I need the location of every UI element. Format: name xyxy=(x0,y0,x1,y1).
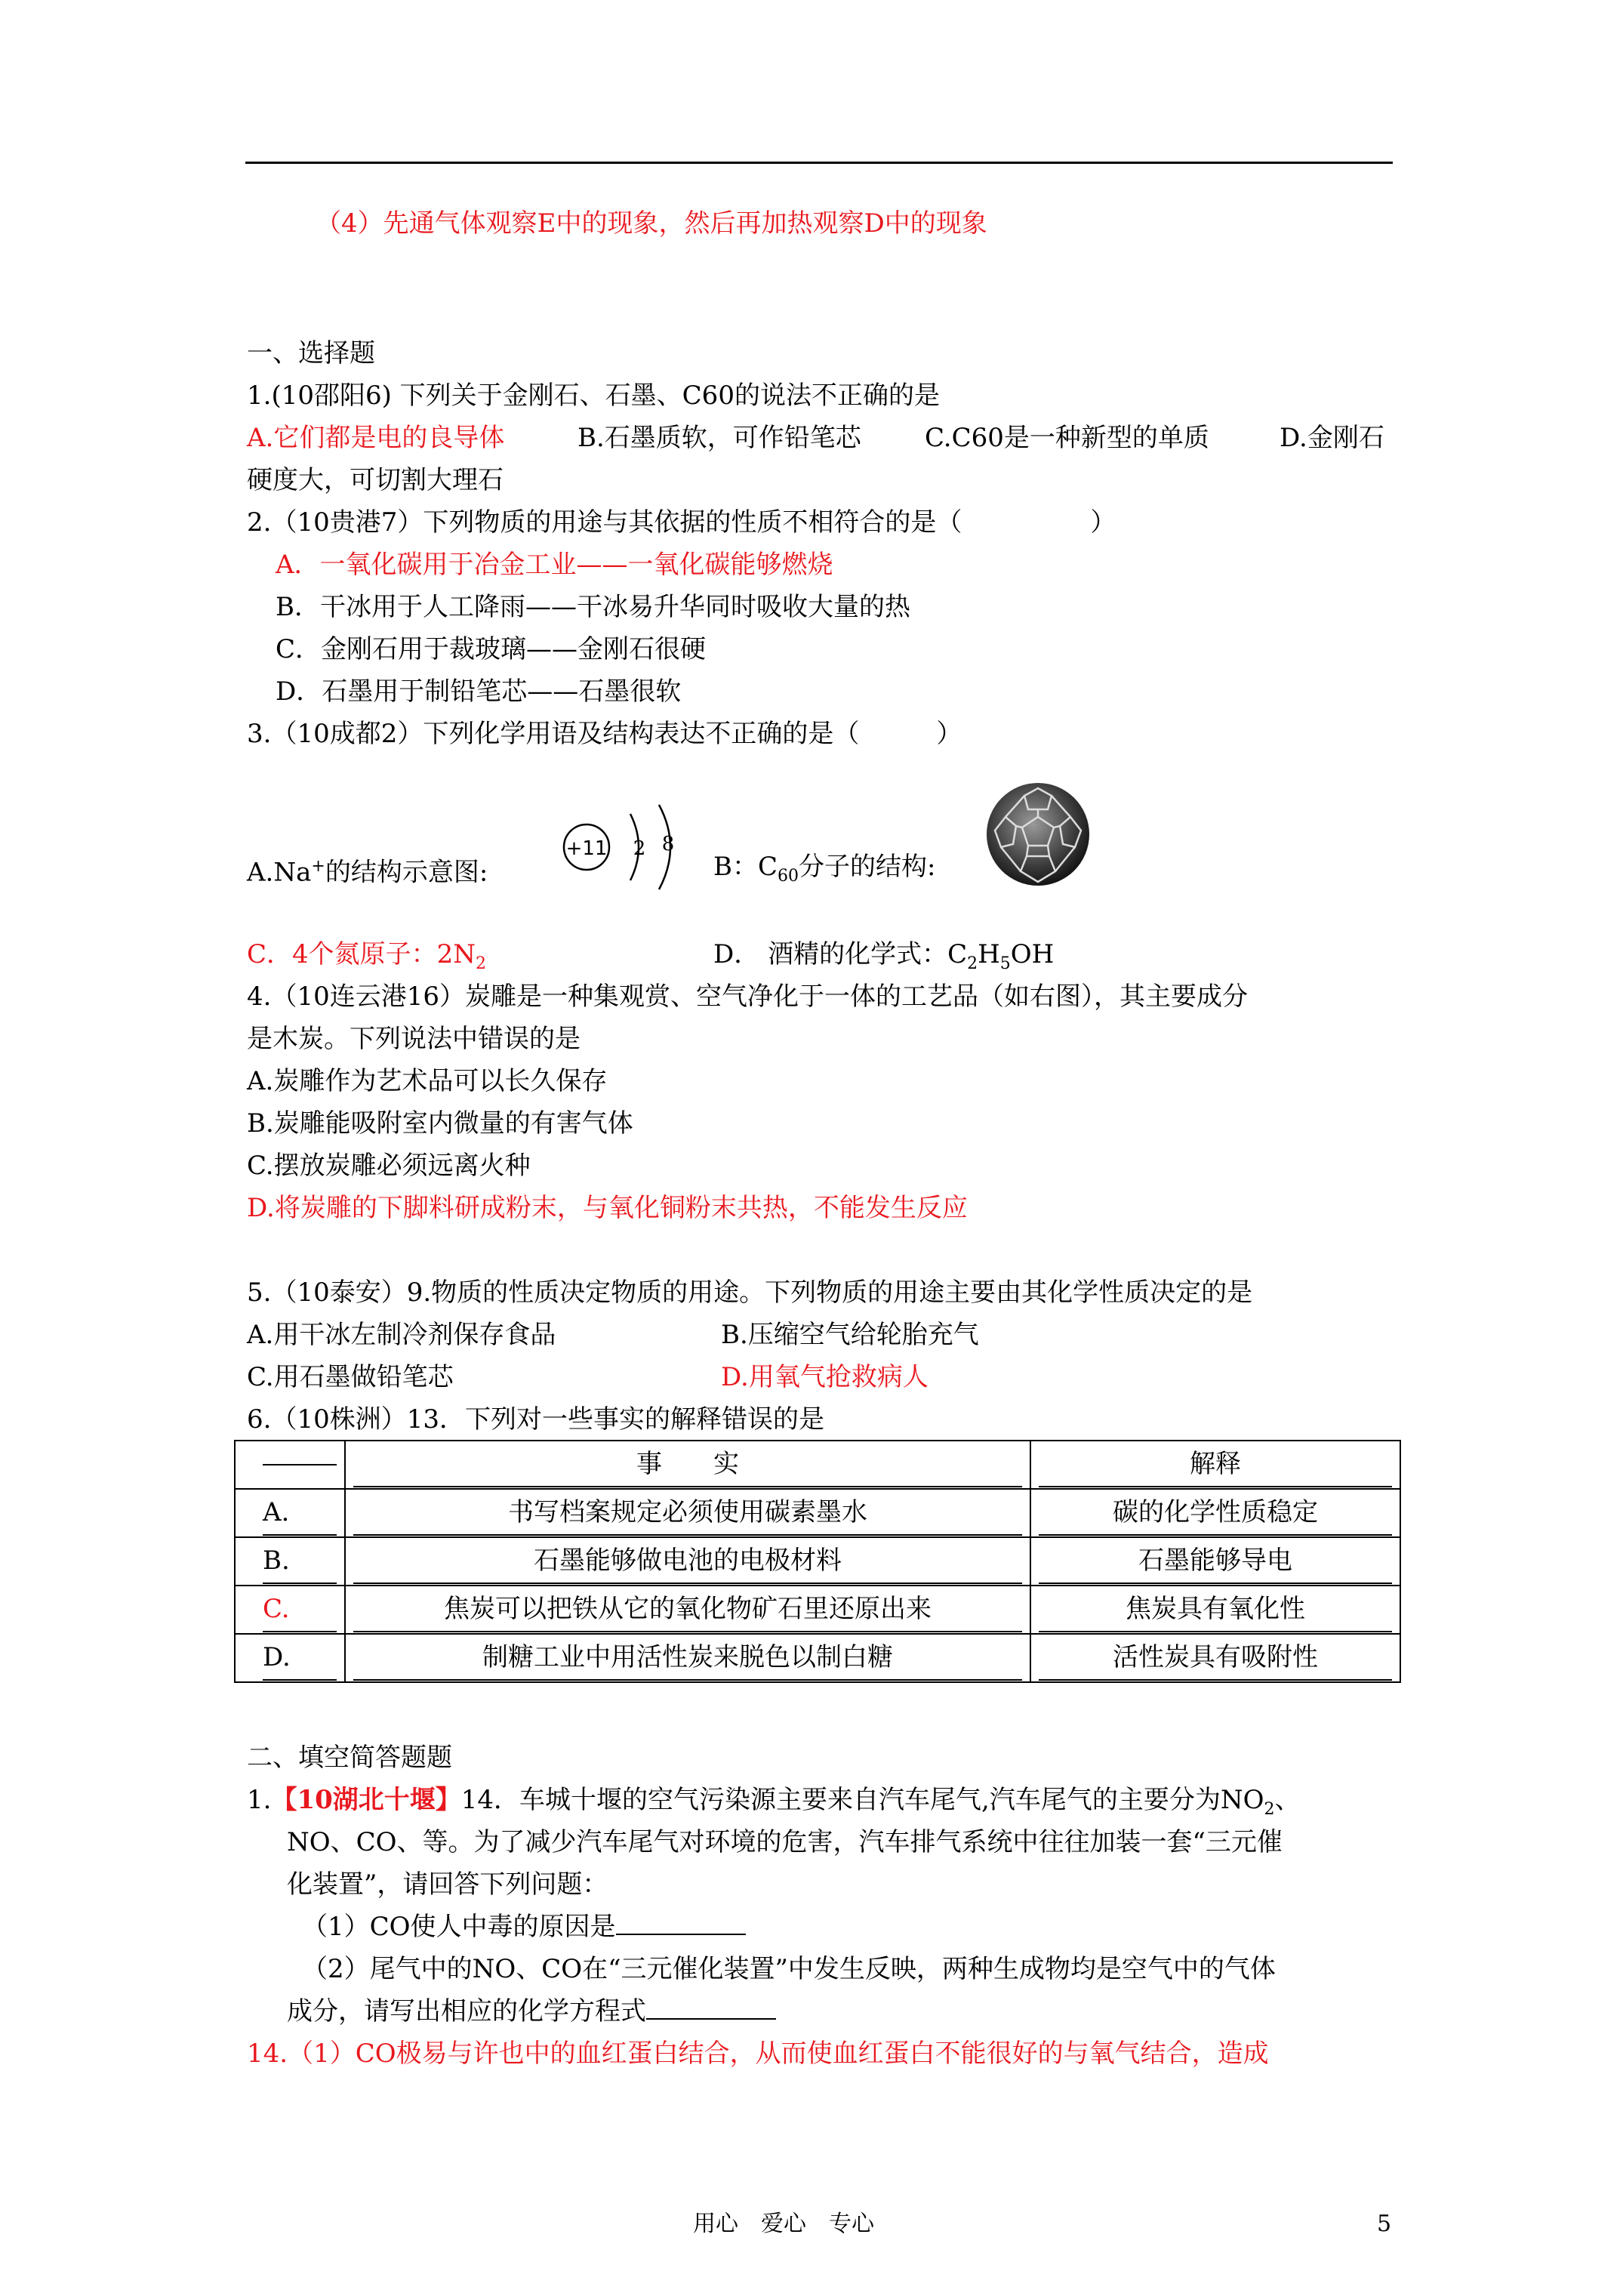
fill1-line1-text: 14．车城十堰的空气污染源主要来自汽车尾气,汽车尾气的主要分为NO xyxy=(460,1785,1264,1815)
q2-option-b: B．干冰用于人工降雨——干冰易升华同时吸收大量的热 xyxy=(276,592,910,622)
q3-option-a-charge: + xyxy=(311,857,325,876)
q3-option-b xyxy=(713,846,935,898)
q5-option-c: C.用石墨做铅笔芯 xyxy=(247,1362,454,1392)
q3-option-d-end: OH xyxy=(1010,939,1055,969)
table-header-cell xyxy=(235,1441,345,1489)
q2-option-d: D．石墨用于制铅笔芯——石墨很软 xyxy=(276,676,682,707)
table-cell-fact: 石墨能够做电池的电极材料 xyxy=(345,1537,1030,1586)
table-row xyxy=(235,1537,1400,1586)
q2-stem: 2.（10贵港7）下列物质的用途与其依据的性质不相符合的是（ ） xyxy=(247,507,1116,538)
table-row xyxy=(235,1586,1400,1634)
shell-2-count: 8 xyxy=(661,833,675,855)
fill1-question2-cont-text: 成分，请写出相应的化学方程式 xyxy=(287,1996,646,2026)
fill1-source-tag: 【10湖北十堰】 xyxy=(271,1785,461,1815)
q2-option-a: A．一氧化碳用于冶金工业——一氧化碳能够燃烧 xyxy=(276,550,833,580)
table-cell-explanation: 碳的化学性质稳定 xyxy=(1030,1489,1400,1537)
q5-option-b: B.压缩空气给轮胎充气 xyxy=(721,1320,979,1350)
table-cell-option: B. xyxy=(235,1537,345,1586)
q1-option-a: A.它们都是电的良导体 xyxy=(247,423,505,453)
q3-option-d-sub1: 2 xyxy=(967,954,978,973)
table-cell-fact: 书写档案规定必须使用碳素墨水 xyxy=(345,1489,1030,1537)
q1-option-d-cont: 硬度大，可切割大理石 xyxy=(247,465,504,495)
shell-1-count: 2 xyxy=(633,837,646,860)
q5-option-d: D.用氧气抢救病人 xyxy=(721,1362,929,1392)
q4-option-d: D.将炭雕的下脚料研成粉末，与氧化铜粉末共热，不能发生反应 xyxy=(247,1193,968,1223)
table-cell-explanation: 石墨能够导电 xyxy=(1030,1537,1400,1586)
table-cell-option: D. xyxy=(235,1634,345,1682)
table-header-row xyxy=(235,1441,1400,1489)
q3-option-d-sub2: 5 xyxy=(999,954,1011,973)
q2-option-c: C．金刚石用于裁玻璃——金刚石很硬 xyxy=(276,634,707,664)
fill1-line2: NO、CO、等。为了减少汽车尾气对环境的危害，汽车排气系统中往往加装一套“三元催 xyxy=(287,1827,1283,1857)
q4-option-a: A.炭雕作为艺术品可以长久保存 xyxy=(247,1066,608,1096)
fill1-question2-cont xyxy=(287,1990,776,2032)
q1-option-d: D.金刚石 xyxy=(1280,423,1384,453)
nucleus-charge: +11 xyxy=(565,837,608,860)
table-cell-option: C. xyxy=(235,1586,345,1634)
q1-option-b: B.石墨质软，可作铅笔芯 xyxy=(577,423,861,453)
q1-stem: 1.(10邵阳6) 下列关于金刚石、石墨、C60的说法不正确的是 xyxy=(247,381,940,411)
table-cell-option: A. xyxy=(235,1489,345,1537)
table-header-cell: 事 实 xyxy=(345,1441,1030,1489)
footer-slogan: 用心 爱心 专心 xyxy=(693,2211,874,2237)
q4-option-b: B.炭雕能吸附室内微量的有害气体 xyxy=(247,1108,633,1139)
fill1-number: 1. xyxy=(247,1785,272,1815)
table-cell-explanation: 活性炭具有吸附性 xyxy=(1030,1634,1400,1682)
table-row xyxy=(235,1634,1400,1682)
section-title-choice: 一、选择题 xyxy=(247,338,375,368)
table-cell-fact: 焦炭可以把铁从它的氧化物矿石里还原出来 xyxy=(345,1586,1030,1634)
q5-stem: 5.（10泰安）9.物质的性质决定物质的用途。下列物质的用途主要由其化学性质决定的是 xyxy=(247,1277,1253,1308)
table-cell-fact: 制糖工业中用活性炭来脱色以制白糖 xyxy=(345,1634,1030,1682)
sodium-ion-diagram xyxy=(555,800,698,898)
header-rule xyxy=(245,162,1393,164)
fill1-question2: （2）尾气中的NO、CO在“三元催化装置”中发生反映，两种生成物均是空气中的气体 xyxy=(302,1954,1276,1984)
facts-table xyxy=(234,1440,1401,1683)
c60-molecule-image xyxy=(981,778,1095,891)
q4-stem-line1: 4.（10连云港16）炭雕是一种集观赏、空气净化于一体的工艺品（如右图），其主要成分 xyxy=(247,982,1248,1012)
answer-blank-1[interactable] xyxy=(616,1911,746,1935)
q3-stem: 3.（10成都2）下列化学用语及结构表达不正确的是（ ） xyxy=(247,719,962,749)
fill1-question1 xyxy=(302,1906,746,1948)
fill1-line1-end: 、 xyxy=(1274,1785,1301,1815)
answer-blank-2[interactable] xyxy=(646,1996,776,2020)
q4-option-c: C.摆放炭雕必须远离火种 xyxy=(247,1151,531,1181)
q3-option-b-prefix: B：C xyxy=(713,852,778,882)
fill1-line1-sub: 2 xyxy=(1264,1799,1275,1819)
table-row xyxy=(235,1489,1400,1537)
q3-option-c-sub: 2 xyxy=(476,954,487,973)
table-header-cell: 解释 xyxy=(1030,1441,1400,1489)
section-title-fill: 二、填空简答题题 xyxy=(247,1743,452,1773)
q3-option-b-suffix: 分子的结构: xyxy=(799,852,936,882)
fill1-question1-text: （1）CO使人中毒的原因是 xyxy=(302,1912,616,1942)
q3-option-b-sub: 60 xyxy=(778,866,799,886)
fill1-answer: 14.（1）CO极易与许也中的血红蛋白结合，从而使血红蛋白不能很好的与氧气结合，造成 xyxy=(247,2039,1269,2069)
q3-option-d-text: D． 酒精的化学式：C xyxy=(713,939,968,969)
q1-option-c: C.C60是一种新型的单质 xyxy=(925,423,1209,453)
previous-answer: （4）先通气体观察E中的现象，然后再加热观察D中的现象 xyxy=(316,208,987,239)
fill1-line3: 化装置”，请回答下列问题： xyxy=(287,1869,608,1900)
q3-option-a-prefix: A.Na xyxy=(247,857,312,888)
q3-option-a xyxy=(247,846,488,893)
q3-option-a-suffix: 的结构示意图: xyxy=(325,857,488,888)
q6-stem: 6.（10株洲）13．下列对一些事实的解释错误的是 xyxy=(247,1404,824,1435)
q3-option-c-text: C．4个氮原子：2N xyxy=(247,939,476,969)
q5-option-a: A.用干冰左制冷剂保存食品 xyxy=(247,1320,556,1350)
q4-stem-line2: 是木炭。下列说法中错误的是 xyxy=(247,1024,581,1054)
table-cell-explanation: 焦炭具有氧化性 xyxy=(1030,1586,1400,1634)
page-number: 5 xyxy=(1377,2211,1392,2237)
q3-option-d-mid: H xyxy=(978,939,1000,969)
